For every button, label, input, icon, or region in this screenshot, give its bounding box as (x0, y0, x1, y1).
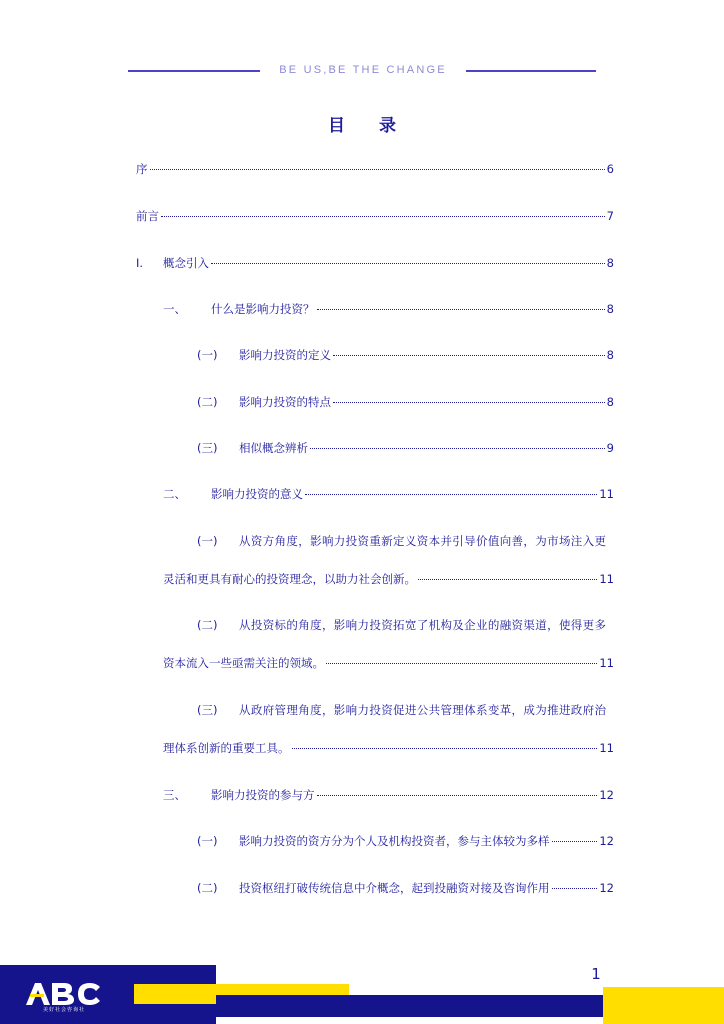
toc-entry-label: 影响力投资的定义 (239, 348, 331, 362)
toc-entry-subsection[interactable] (197, 394, 614, 410)
toc-entry-label: 影响力投资的参与方 (211, 788, 315, 802)
toc-entry-marker: 一、 (163, 302, 186, 316)
toc-entry-multiline-first[interactable] (197, 617, 614, 633)
toc-entry-page: 8 (606, 256, 614, 270)
toc-leader-dots (305, 494, 597, 495)
toc-entry-label: 影响力投资的意义 (211, 487, 303, 501)
toc-entry-subsection[interactable] (197, 880, 614, 896)
toc-leader-dots (333, 355, 605, 356)
toc-entry-label: 概念引入 (163, 256, 209, 270)
toc-leader-dots (552, 841, 598, 842)
toc-entry-marker: 三、 (163, 788, 186, 802)
toc-leader-dots (310, 448, 605, 449)
toc-entry-page: 11 (599, 572, 614, 586)
footer-navy-bar-end (578, 995, 603, 1017)
toc-entry-marker: (一) (197, 348, 218, 362)
toc-entry-page: 11 (599, 487, 614, 501)
header-slogan: BE US,BE THE CHANGE (279, 64, 447, 76)
toc-leader-dots (292, 748, 598, 749)
toc-entry-label: 从投资标的角度，影响力投资拓宽了机构及企业的融资渠道，使得更多 (239, 618, 607, 632)
toc-entry-page: 7 (606, 209, 614, 223)
toc-entry-multiline-second[interactable] (163, 571, 614, 587)
toc-entry-marker: (一) (197, 534, 218, 548)
logo-subtitle: 美好社会咨询社 (42, 1007, 85, 1013)
toc-entry-marker: 二、 (163, 487, 186, 501)
toc-leader-dots (211, 263, 605, 264)
toc-entry-marker: I. (136, 256, 144, 270)
toc-entry-marker: (三) (197, 441, 218, 455)
toc-entry-page: 8 (606, 348, 614, 362)
toc-entry-subsection[interactable] (197, 440, 614, 456)
toc-entry-foreword[interactable] (136, 208, 614, 224)
toc-entry-marker: (二) (197, 881, 218, 895)
toc-entry-label: 投资枢纽打破传统信息中介概念，起到投融资对接及咨询作用 (239, 881, 550, 895)
toc-entry-label: 理体系创新的重要工具。 (163, 741, 290, 755)
toc-entry-subsection[interactable] (197, 833, 614, 849)
toc-title: 目 录 (328, 116, 410, 136)
toc-entry-page: 11 (599, 741, 614, 755)
toc-leader-dots (326, 663, 597, 664)
toc-entry-label: 序 (136, 162, 148, 176)
toc-leader-dots (333, 402, 605, 403)
toc-entry-marker: (二) (197, 618, 218, 632)
toc-entry-subsection[interactable] (197, 347, 614, 363)
toc-entry-page: 11 (599, 656, 614, 670)
header-rule-left (128, 70, 260, 72)
toc-entry-section-3[interactable] (163, 787, 614, 803)
header-rule-right (466, 70, 596, 72)
toc-entry-section-1[interactable] (163, 301, 614, 317)
toc-leader-dots (317, 795, 598, 796)
toc-entry-page: 12 (599, 788, 614, 802)
toc-entry-multiline-first[interactable] (197, 533, 614, 549)
page-number: 1 (591, 965, 601, 983)
toc-entry-multiline-second[interactable] (163, 740, 614, 756)
toc-entry-page: 12 (599, 881, 614, 895)
toc-entry-preface[interactable] (136, 161, 614, 177)
toc-leader-dots (552, 888, 598, 889)
toc-entry-label: 影响力投资的特点 (239, 395, 331, 409)
toc-leader-dots (418, 579, 597, 580)
toc-entry-multiline-second[interactable] (163, 655, 614, 671)
toc-leader-dots (161, 216, 605, 217)
toc-entry-label: 资本流入一些亟需关注的领域。 (163, 656, 324, 670)
toc-entry-label: 从资方角度，影响力投资重新定义资本并引导价值向善，为市场注入更 (239, 534, 607, 548)
toc-leader-dots (150, 169, 605, 170)
toc-entry-marker: (二) (197, 395, 218, 409)
toc-entry-page: 8 (606, 302, 614, 316)
toc-entry-page: 9 (606, 441, 614, 455)
footer-yellow-block (603, 987, 724, 1024)
toc-entry-label: 相似概念辨析 (239, 441, 308, 455)
toc-entry-label: 前言 (136, 209, 159, 223)
toc-leader-dots (317, 309, 605, 310)
toc-entry-section-2[interactable] (163, 486, 614, 502)
toc-entry-marker: (三) (197, 703, 218, 717)
toc-entry-multiline-first[interactable] (197, 702, 614, 718)
toc-entry-marker: (一) (197, 834, 218, 848)
toc-entry-label: 灵活和更具有耐心的投资理念，以助力社会创新。 (163, 572, 416, 586)
footer-navy-bar (216, 995, 578, 1017)
toc-entry-page: 12 (599, 834, 614, 848)
toc-entry-page: 6 (606, 162, 614, 176)
toc-entry-label: 从政府管理角度，影响力投资促进公共管理体系变革，成为推进政府治 (239, 703, 607, 717)
toc-entry-label: 什么是影响力投资？ (211, 302, 315, 316)
toc-entry-page: 8 (606, 395, 614, 409)
toc-entry-label: 影响力投资的资方分为个人及机构投资者，参与主体较为多样 (239, 834, 550, 848)
toc-entry-chapter-1[interactable] (136, 255, 614, 271)
